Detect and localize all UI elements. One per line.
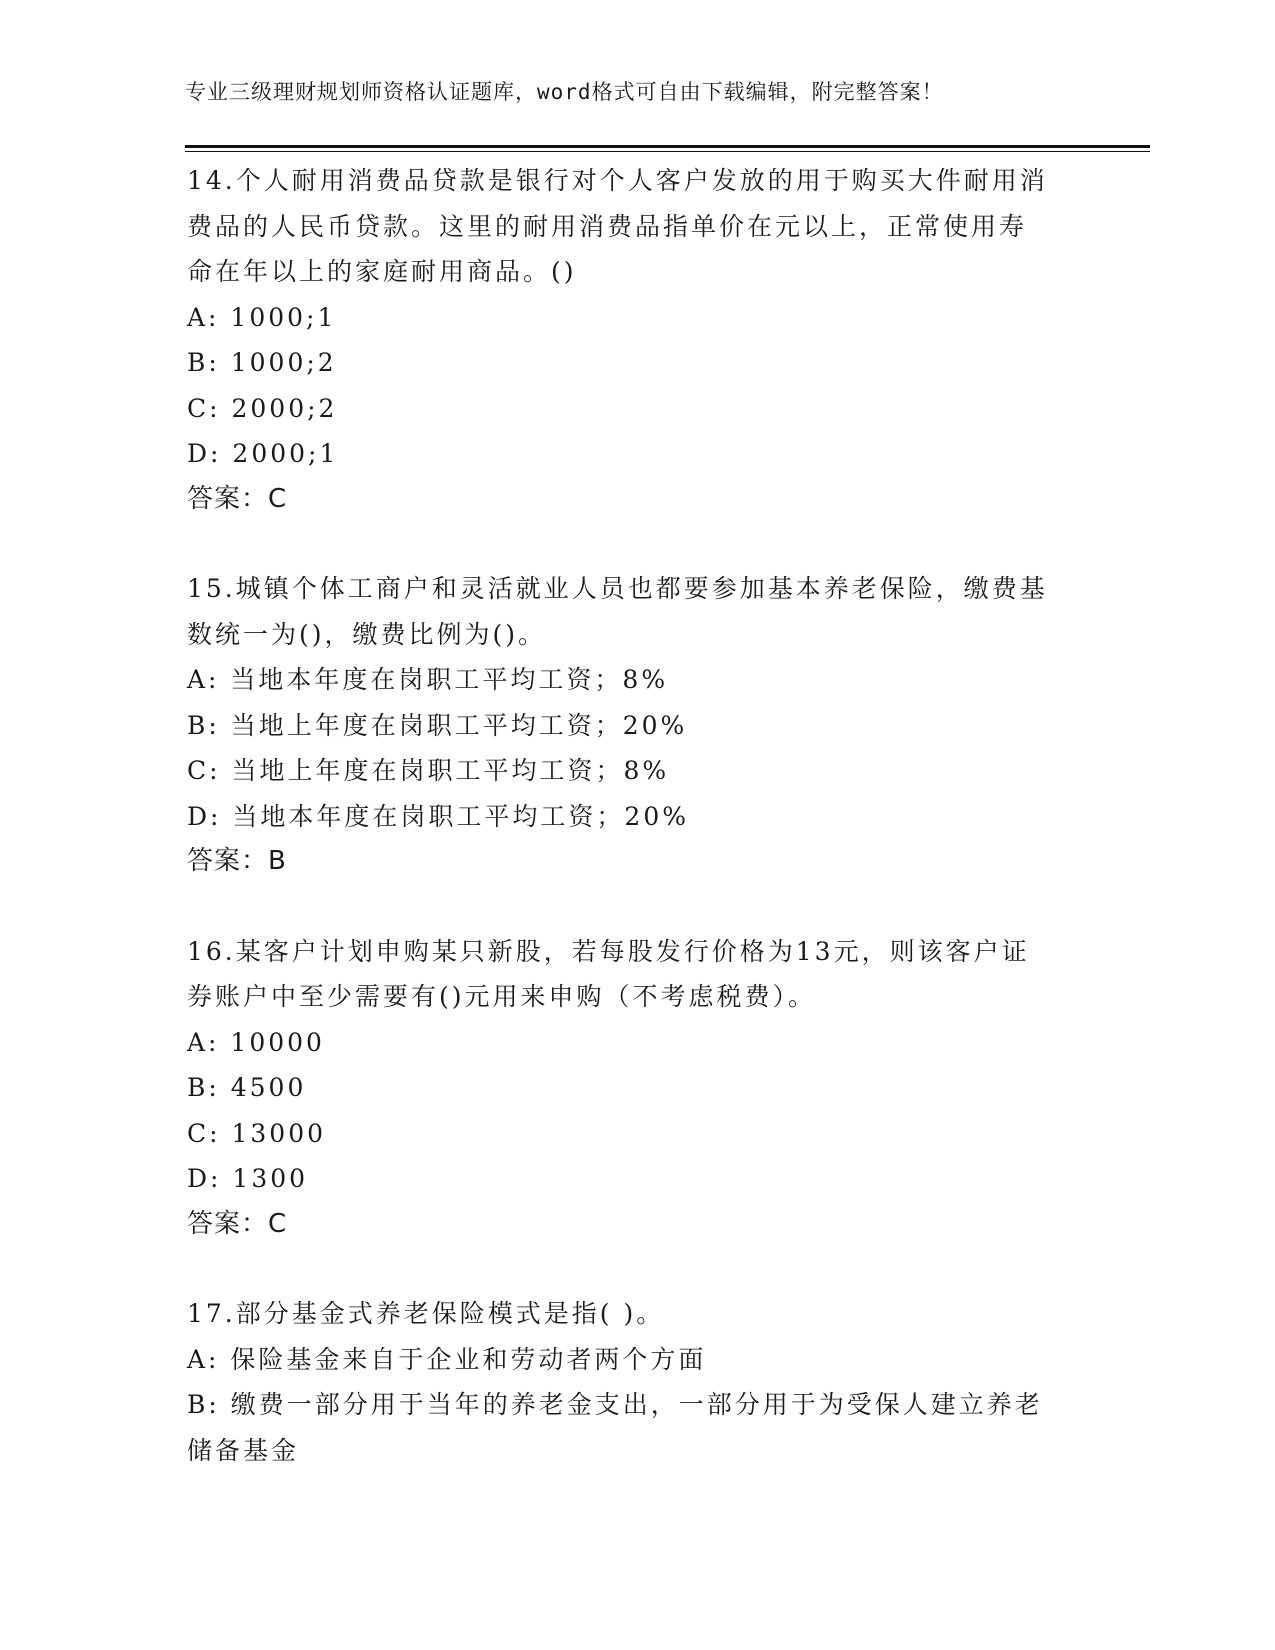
question-stem-line: 14.个人耐用消费品贷款是银行对个人客户发放的用于购买大件耐用消 — [187, 166, 1048, 195]
option-d: D: 1300 — [187, 1164, 309, 1193]
question-stem-line: 16.某客户计划申购某只新股，若每股发行价格为13元，则该客户证 — [187, 936, 1030, 966]
header-rule-thin — [185, 151, 1150, 152]
question-15 — [187, 566, 1087, 885]
header-rule-thick — [185, 145, 1150, 148]
question-stem-line: 券账户中至少需要有()元用来申购（不考虑税费）。 — [187, 982, 817, 1011]
option-a: A: 1000;1 — [187, 302, 337, 332]
question-16 — [187, 929, 1087, 1248]
option-a: A: 保险基金来自于企业和劳动者两个方面 — [187, 1344, 707, 1374]
question-list — [187, 158, 1087, 1517]
option-d: D: 2000;1 — [187, 439, 339, 468]
question-stem-line: 数统一为()，缴费比例为()。 — [187, 619, 547, 649]
option-b: B: 1000;2 — [187, 348, 337, 377]
answer: 答案：C — [187, 1208, 288, 1239]
option-b-continued: 储备基金 — [187, 1435, 300, 1465]
page-header: 专业三级理财规划师资格认证题库，word格式可自由下载编辑，附完整答案！ — [185, 80, 944, 104]
question-stem-line: 命在年以上的家庭耐用商品。() — [187, 257, 577, 286]
option-d: D: 当地本年度在岗职工平均工资；20% — [187, 801, 689, 831]
question-stem-line: 15.城镇个体工商户和灵活就业人员也都要参加基本养老保险，缴费基 — [187, 574, 1048, 603]
answer: 答案：B — [187, 846, 287, 876]
option-b: B: 当地上年度在岗职工平均工资；20% — [187, 710, 688, 740]
question-14 — [187, 158, 1087, 522]
option-c: C: 当地上年度在岗职工平均工资；8% — [187, 756, 670, 785]
option-a: A: 当地本年度在岗职工平均工资；8% — [187, 665, 669, 694]
option-b: B: 4500 — [187, 1073, 307, 1102]
option-a: A: 10000 — [187, 1027, 325, 1057]
question-17 — [187, 1291, 1087, 1473]
question-stem-line: 费品的人民币贷款。这里的耐用消费品指单价在元以上，正常使用寿 — [187, 211, 1028, 241]
answer: 答案：C — [187, 483, 288, 514]
question-stem-line: 17.部分基金式养老保险模式是指( )。 — [187, 1299, 665, 1328]
option-b: B: 缴费一部分用于当年的养老金支出，一部分用于为受保人建立养老 — [187, 1390, 1043, 1419]
option-c: C: 13000 — [187, 1118, 327, 1148]
option-c: C: 2000;2 — [187, 393, 338, 423]
